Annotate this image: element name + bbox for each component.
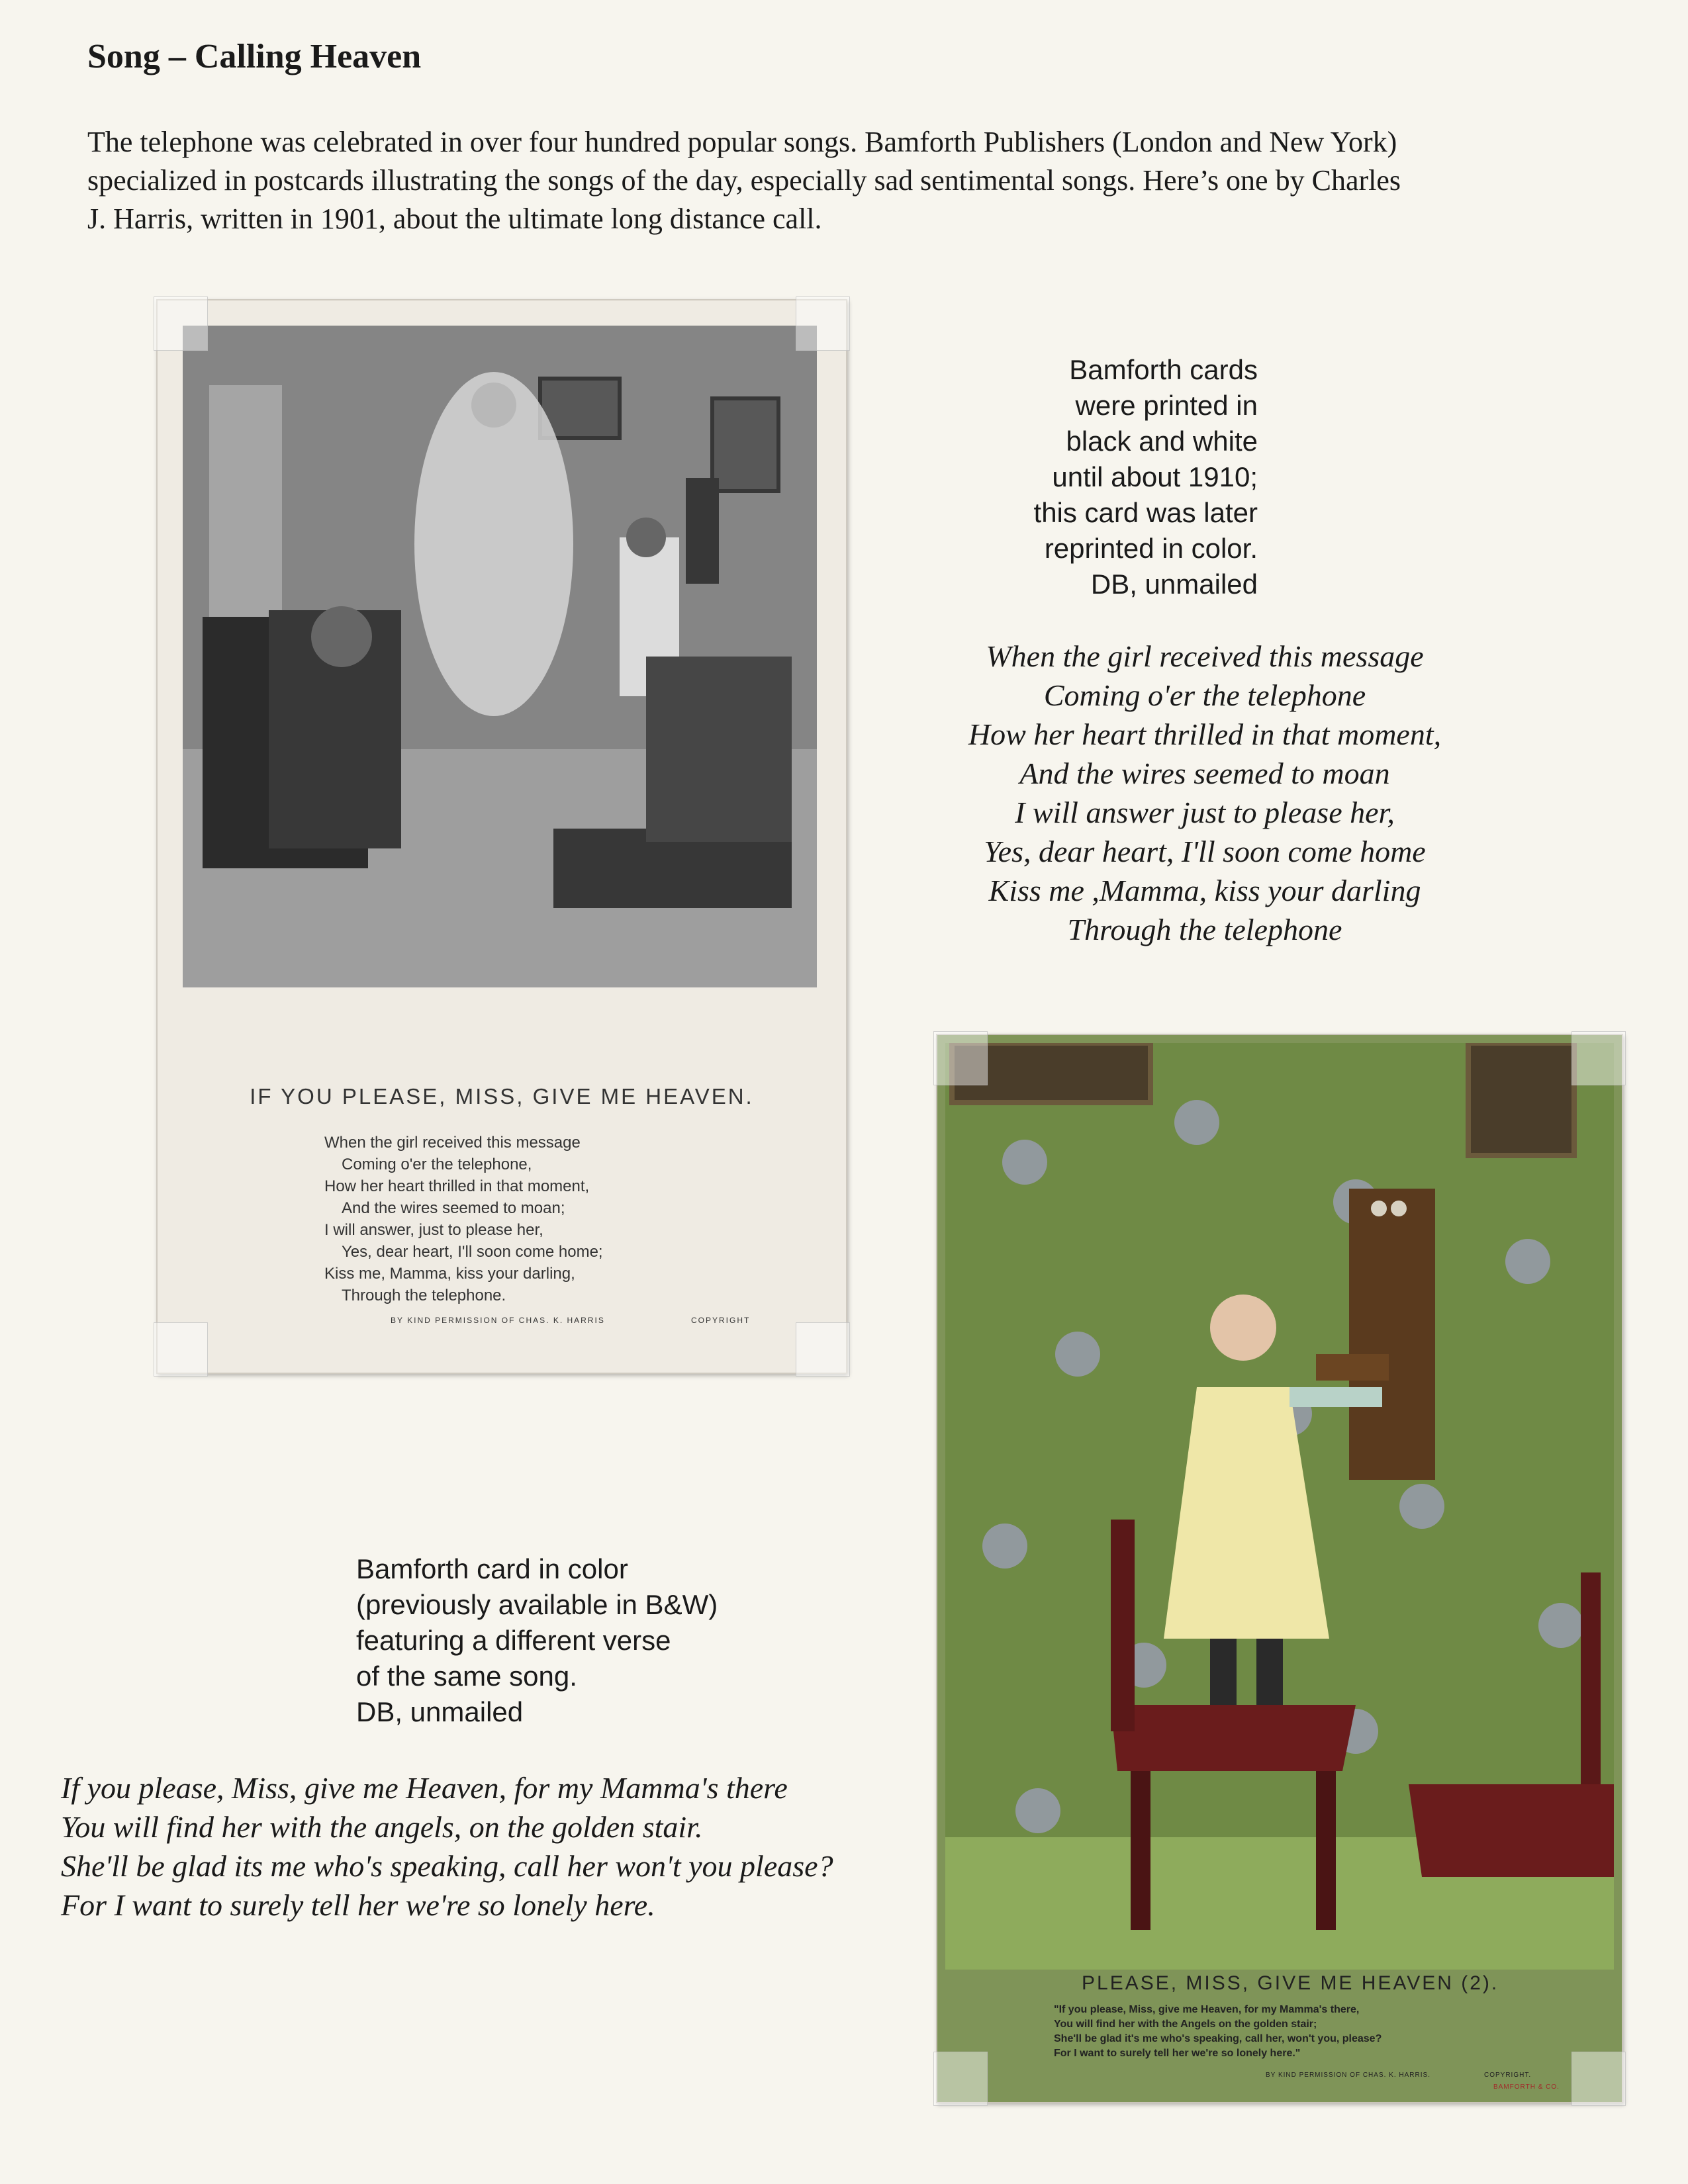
verse-line: Through the telephone. (342, 1287, 506, 1304)
postcard-caption: PLEASE, MISS, GIVE ME HEAVEN (2). (1082, 1972, 1499, 1994)
postcard-black-white (156, 299, 847, 1374)
verse-line: For I want to surely tell her we're so lonely here. (61, 1888, 655, 1922)
postcard-copyright: COPYRIGHT. (1484, 2071, 1532, 2079)
verse-line: Kiss me ,Mamma, kiss your darling (988, 874, 1421, 907)
note-line: (previously available in B&W) (356, 1589, 718, 1620)
note-line: black and white (1066, 426, 1258, 457)
postcard-photo (183, 326, 817, 987)
note-bw-card (966, 352, 1258, 602)
photo-corner (796, 1322, 850, 1377)
verse-line: Through the telephone (1067, 913, 1342, 946)
note-line: of the same song. (356, 1661, 577, 1692)
verse-line: For I want to surely tell her we're so lonely here." (1054, 2048, 1301, 2059)
song-verse-second (61, 1768, 833, 1925)
verse-line: I will answer just to please her, (1015, 796, 1395, 829)
parlor-scene-illustration (183, 326, 817, 987)
postcard-verse (1054, 2003, 1382, 2061)
note-line: DB, unmailed (1090, 569, 1258, 600)
note-line: until about 1910; (1052, 461, 1258, 492)
verse-line: Yes, dear heart, I'll soon come home; (342, 1243, 603, 1261)
note-line: reprinted in color. (1044, 533, 1258, 564)
verse-line: When the girl received this message (986, 639, 1424, 673)
postcard-publisher: BAMFORTH & CO. (1493, 2083, 1560, 2091)
verse-line: How her heart thrilled in that moment, (968, 717, 1442, 751)
intro-line: The telephone was celebrated in over four hundred popular songs. Bamforth Publishers (London and New York) (87, 126, 1397, 158)
verse-line: You will find her with the Angels on the golden stair; (1054, 2019, 1317, 2030)
verse-line: Kiss me, Mamma, kiss your darling, (324, 1265, 575, 1283)
note-line: Bamforth cards (1069, 354, 1258, 385)
note-color-card (356, 1551, 718, 1730)
postcard-credit: BY KIND PERMISSION OF CHAS. K. HARRIS (391, 1316, 605, 1325)
postcard-copyright: COPYRIGHT (691, 1316, 751, 1325)
verse-line: Coming o'er the telephone (1043, 678, 1366, 712)
verse-line: She'll be glad it's me who's speaking, call her, won't you, please? (1054, 2033, 1382, 2044)
verse-line: How her heart thrilled in that moment, (324, 1177, 590, 1195)
note-line: this card was later (1033, 497, 1258, 528)
photo-corner (154, 296, 208, 351)
photo-corner (933, 1031, 988, 1085)
intro-line: J. Harris, written in 1901, about the ultimate long distance call. (87, 203, 822, 235)
verse-line: "If you please, Miss, give me Heaven, for my Mamma's there, (1054, 2004, 1360, 2015)
postcard-verse (324, 1132, 603, 1306)
song-verse-first (874, 637, 1536, 949)
photo-corner (1571, 1031, 1626, 1085)
intro-line: specialized in postcards illustrating the songs of the day, especially sad sentimental songs. Here’s one by Charles (87, 164, 1401, 197)
page-title: Song – Calling Heaven (87, 38, 422, 75)
verse-line: If you please, Miss, give me Heaven, for my Mamma's there (61, 1771, 788, 1805)
photo-corner (154, 1322, 208, 1377)
note-line: featuring a different verse (356, 1625, 671, 1656)
verse-line: And the wires seemed to moan; (342, 1199, 565, 1217)
verse-line: Coming o'er the telephone, (342, 1156, 532, 1173)
postcard-caption: IF YOU PLEASE, MISS, GIVE ME HEAVEN. (250, 1084, 754, 1109)
postcard-color (936, 1034, 1623, 2103)
verse-line: When the girl received this message (324, 1134, 581, 1152)
intro-paragraph (87, 123, 1610, 238)
postcard-credit: BY KIND PERMISSION OF CHAS. K. HARRIS. (1266, 2071, 1430, 2079)
girl-telephone-illustration (945, 1043, 1614, 1970)
verse-line: I will answer, just to please her, (324, 1221, 543, 1239)
verse-line: And the wires seemed to moan (1019, 756, 1390, 790)
note-line: Bamforth card in color (356, 1553, 628, 1584)
photo-corner (933, 2052, 988, 2106)
verse-line: You will find her with the angels, on the golden stair. (61, 1810, 703, 1844)
postcard-photo (945, 1043, 1614, 1970)
note-line: were printed in (1075, 390, 1258, 421)
photo-corner (1571, 2052, 1626, 2106)
photo-corner (796, 296, 850, 351)
verse-line: She'll be glad its me who's speaking, call her won't you please? (61, 1849, 833, 1883)
note-line: DB, unmailed (356, 1696, 524, 1727)
verse-line: Yes, dear heart, I'll soon come home (984, 835, 1426, 868)
